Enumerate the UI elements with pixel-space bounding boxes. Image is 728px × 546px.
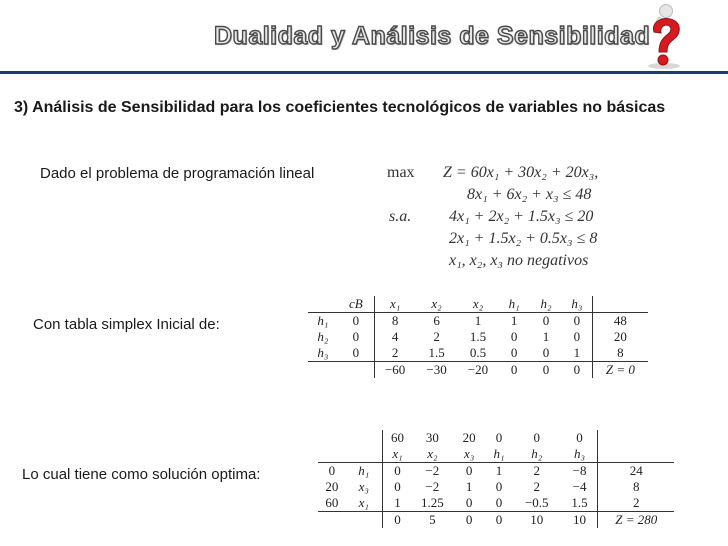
cost-cell: 60 <box>391 430 404 445</box>
cb-cell: 0 <box>338 313 375 330</box>
initial-simplex-table <box>308 296 648 378</box>
constraint-1: 8x₁ + 6x₂ + x₃ ≤ 48 <box>467 186 592 203</box>
cost-row <box>318 430 674 446</box>
table-cell: 1.5 <box>562 495 598 512</box>
table-cell: 0 <box>542 313 550 328</box>
question-mark-icon <box>640 2 688 70</box>
z-row <box>318 512 674 529</box>
table-cell: 2 <box>533 463 541 478</box>
table-cell: 2 <box>391 345 399 360</box>
problem-label: Dado el problema de programación lineal <box>40 165 315 182</box>
header-rule <box>0 71 728 74</box>
constraint-2: 4x₁ + 2x₂ + 1.5x₃ ≤ 20 <box>449 208 594 225</box>
table-cell: 4 <box>391 329 399 344</box>
header-cell: h₁ <box>508 296 520 311</box>
constraint-3: 2x₁ + 1.5x₂ + 0.5x₃ ≤ 8 <box>449 230 598 247</box>
table-cell: 1 <box>510 313 518 328</box>
table-cell: 0 <box>495 512 503 527</box>
cb-cell: 20 <box>325 479 339 494</box>
header-cell: h₁ <box>493 446 505 461</box>
z-row <box>308 362 648 379</box>
header-cell: h₃ <box>562 296 592 313</box>
cb-cell: 0 <box>338 329 375 345</box>
table-header-row <box>308 296 648 313</box>
cost-cell: 0 <box>495 430 503 445</box>
table-cell: −2 <box>425 479 440 494</box>
table-cell: 0 <box>542 362 550 377</box>
table-cell: 0 <box>510 329 518 344</box>
table-cell: 1 <box>562 345 592 362</box>
table-cell: 0 <box>510 362 518 377</box>
table-cell: −30 <box>426 362 447 377</box>
section-title: 3) Análisis de Sensibilidad para los coeficientes tecnológicos de variables no básicas <box>14 99 666 116</box>
table-row <box>318 495 674 512</box>
table-cell: 6 <box>433 313 440 328</box>
table-cell: 1 <box>394 495 401 510</box>
table-cell: 1.5 <box>428 345 445 360</box>
basis-cell: h₁ <box>346 463 382 480</box>
table-row <box>308 313 648 330</box>
rhs-cell: 20 <box>613 329 627 344</box>
table-cell: −8 <box>562 463 598 480</box>
slide-header-title: Dualidad y Análisis de Sensibilidad <box>214 22 651 50</box>
table-cell: 0 <box>542 345 550 360</box>
table-cell: 1.5 <box>469 329 487 344</box>
header-cell: h₂ <box>540 296 552 311</box>
table-cell: 8 <box>391 313 399 328</box>
table-cell: −4 <box>562 479 598 495</box>
table-cell: 0 <box>562 329 592 345</box>
cost-cell: 0 <box>533 430 541 445</box>
max-keyword: max <box>387 164 415 181</box>
table-cell: 1 <box>495 463 503 478</box>
basis-cell: x₃ <box>346 479 382 495</box>
table-cell: 0 <box>465 463 473 478</box>
table-cell: 5 <box>429 512 436 527</box>
table-cell: 0 <box>562 313 592 330</box>
header-cell: x₂ <box>427 446 438 461</box>
table-cell: −20 <box>467 362 489 377</box>
table-cell: 0 <box>495 495 503 510</box>
table-cell: 1 <box>474 313 482 328</box>
table-cell: 2 <box>533 479 541 494</box>
table-cell: −0.5 <box>524 495 549 510</box>
table-row <box>318 479 674 495</box>
objective-function: Z = 60x₁ + 30x₂ + 20x₃, <box>443 164 599 181</box>
header-cell: x₂ <box>472 296 484 311</box>
cost-cell: 0 <box>562 430 598 446</box>
rhs-cell: 2 <box>632 495 640 510</box>
nonnegativity: x₁, x₂, x₃ no negativos <box>449 252 589 269</box>
table-cell: 0 <box>562 362 592 379</box>
table-cell: 10 <box>562 512 598 529</box>
header-cell: h₂ <box>531 446 543 461</box>
rhs-cell: 8 <box>632 479 640 494</box>
lp-model <box>383 158 643 270</box>
table-cell: 0 <box>465 512 473 527</box>
header-cell: x₂ <box>431 296 442 311</box>
z-value-cell: Z = 0 <box>605 362 635 377</box>
basis-cell: x₁ <box>346 495 382 512</box>
table-cell: 1 <box>465 479 473 494</box>
table-cell: 0 <box>394 463 401 478</box>
header-bar <box>0 0 728 72</box>
table-row <box>308 345 648 362</box>
table-row <box>308 329 648 345</box>
header-cell: x₁ <box>389 296 401 311</box>
rhs-cell: 48 <box>613 313 627 328</box>
table-cell: 0 <box>465 495 473 510</box>
optimal-label: Lo cual tiene como solución optima: <box>22 466 261 483</box>
optimal-simplex-table <box>318 430 674 528</box>
cb-cell: 0 <box>328 463 336 478</box>
header-cell: cB <box>338 296 375 313</box>
basis-cell: h₁ <box>317 313 329 328</box>
table-cell: 0 <box>510 345 518 360</box>
table-cell: 0 <box>394 479 401 494</box>
table-cell: 1.25 <box>420 495 444 510</box>
rhs-cell: 24 <box>629 463 643 478</box>
basis-cell: h₂ <box>317 329 329 344</box>
cb-cell: 0 <box>338 345 375 362</box>
rhs-cell: 8 <box>617 345 624 360</box>
table-cell: −2 <box>425 463 440 478</box>
z-value-cell: Z = 280 <box>615 512 658 527</box>
header-cell: h₃ <box>562 446 598 463</box>
basis-cell: h₃ <box>317 345 329 360</box>
cb-cell: 60 <box>325 495 339 510</box>
table-cell: 0 <box>495 479 503 494</box>
table-cell: 2 <box>433 329 440 344</box>
header-cell: x₁ <box>392 446 403 461</box>
cost-cell: 20 <box>462 430 476 445</box>
header-cell: x₃ <box>464 446 475 461</box>
initial-label: Con tabla simplex Inicial de: <box>33 316 220 333</box>
table-header-row <box>318 446 674 463</box>
table-cell: 0 <box>394 512 401 527</box>
table-cell: 10 <box>530 512 544 527</box>
table-row <box>318 463 674 480</box>
subject-to-keyword: s.a. <box>389 208 412 225</box>
cost-cell: 30 <box>425 430 439 445</box>
table-cell: −60 <box>384 362 406 377</box>
table-cell: 0.5 <box>469 345 487 360</box>
table-cell: 1 <box>542 329 550 344</box>
